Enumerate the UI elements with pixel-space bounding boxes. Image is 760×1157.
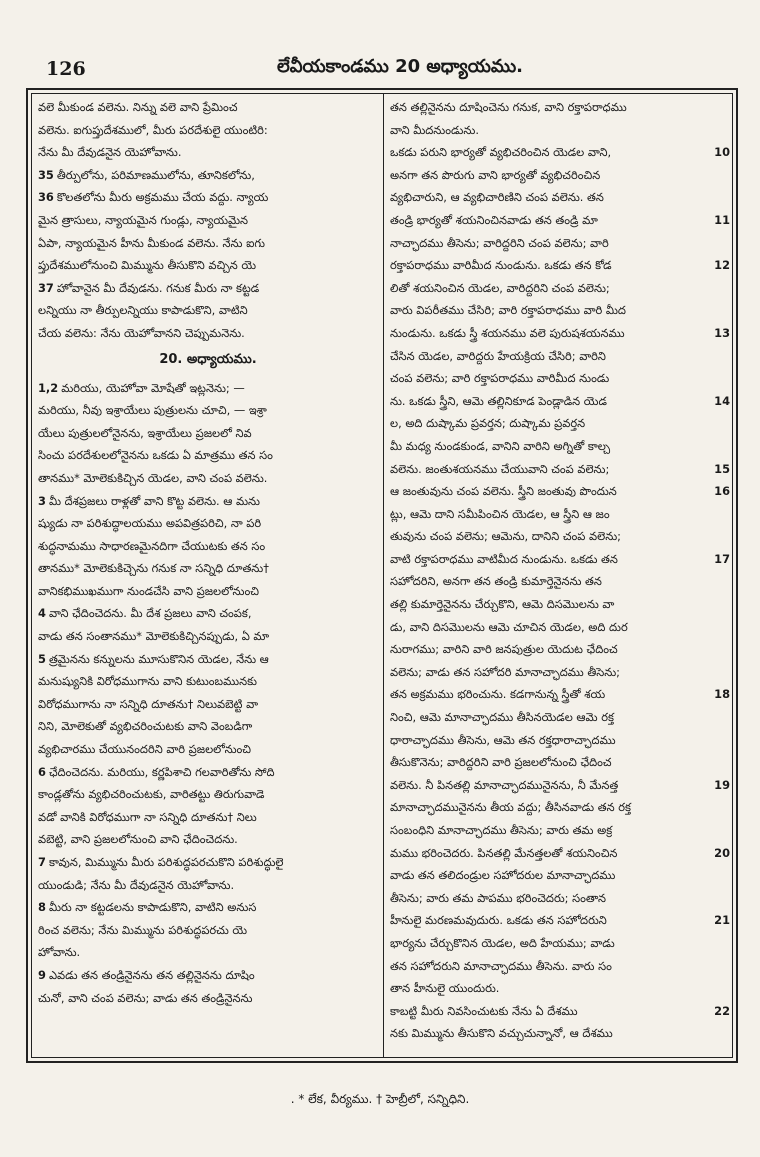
verse-line [38, 738, 378, 761]
verse-line [38, 896, 378, 919]
verse-line [38, 648, 378, 671]
verse-number: 14 [712, 390, 730, 413]
verse-line [390, 1022, 730, 1045]
verse-text: వలె మీకుండ వలెను. నిన్ను వలె వాని ప్రేమించ [38, 100, 238, 114]
verse-text: త్రమైనను కన్నులను మూసుకొనిన యెడల, నేను ఆ [48, 651, 269, 666]
verse-line [38, 119, 378, 142]
verse-text: ప్తుదేశములోనుంచి మిమ్మును తీసుకొని వచ్చిన యె [38, 258, 257, 273]
verse-text: తీసుకొనెను; వారిద్దరిని వారి ప్రజలలోనుంచి ఛేదించ [390, 755, 612, 770]
verse-text: తన అక్రమము భరించును. కడగానున్న స్త్రీతో శయ [390, 687, 606, 702]
verse-line [38, 444, 378, 467]
verse-number: 6 [38, 764, 46, 779]
verse-text: చేయ వలెను: నేను యెహోవానని చెప్పుమనెను. [38, 325, 245, 340]
verse-text: హోవానైన మీ దేవుడను. గనుక మీరు నా కట్టడ [56, 280, 260, 295]
verse-line [38, 399, 378, 422]
verse-text: వాని మీదనుండును. [390, 122, 479, 137]
verse-number: 15 [712, 458, 730, 481]
page-number: 126 [46, 58, 86, 80]
verse-number: 22 [712, 1000, 730, 1023]
verse-number: 21 [712, 909, 730, 932]
verse-text: చునో, వాని చంప వలెను; వాడు తన తండ్రినైనను [38, 990, 253, 1005]
verse-line [38, 377, 378, 400]
verse-text: వలెను. జంతుశయనము చేయువాని చంప వలెను; [390, 461, 610, 476]
verse-line [38, 254, 378, 277]
verse-text: ట్లు, ఆమె దాని సమీపించిన యెడల, ఆ స్త్రీని ఆ జం [390, 506, 610, 521]
verse-text: కొలతలోను మీరు అక్రమము చేయ వద్దు. న్యాయ [56, 190, 269, 205]
verse-text: లన్నియు నా తీర్పులన్నియు కాపాడుకొని, వాటిని [38, 303, 248, 318]
left-column [34, 96, 382, 1055]
verse-text: తన సహోదరుని మానాచ్ఛాదము తీసెను. వారు సం [390, 958, 612, 973]
verse-number: 4 [38, 606, 46, 621]
verse-text: నకు మిమ్మును తీసుకొని వచ్చుచున్నానో, ఆ దేశము [390, 1026, 613, 1041]
verse-text: హోవాను. [38, 945, 81, 960]
verse-line [390, 706, 730, 729]
verse-line [390, 480, 730, 503]
verse-line [390, 503, 730, 526]
verse-text: నాచ్ఛాదము తీసెను; వారిద్దరిని చంప వలెను; వారి [390, 235, 609, 250]
verse-text: వ్యభిచారుని, ఆ వ్యభిచారిణిని చంప వలెను. తన [390, 190, 604, 205]
verse-text: మము భరించెదరు. పినతల్లి మేనత్తలతో శయనించిన [390, 845, 618, 860]
verse-line [38, 512, 378, 535]
verse-text: ధారాచ్ఛాదము తీసెను, ఆమె తన రక్తధారాచ్ఛాదము [390, 732, 616, 747]
verse-line [390, 525, 730, 548]
verse-text: అనగా తన పొరుగు వాని భార్యతో వ్యభిచరించిన [390, 167, 601, 182]
verse-line [38, 557, 378, 580]
verse-line [38, 535, 378, 558]
verse-line [38, 806, 378, 829]
running-title: లేవీయకాండము 20 అధ్యాయము. [276, 56, 524, 77]
verse-text: కావున, మిమ్మును మీరు పరిశుద్ధపరచుకొని పరిశుద్ధులై [48, 855, 284, 869]
verse-line [390, 616, 730, 639]
verse-text: సంబంధిని మానాచ్ఛాదము తీసెను; వారు తమ అక్ర [390, 823, 613, 837]
verse-text: వాడు తన తలిదండ్రుల సహోదరుల మానాచ్ఛాదము [390, 868, 616, 883]
verse-line [38, 851, 378, 874]
verse-text: హీనులై మరణమవుదురు. ఒకడు తన సహోదరుని [390, 913, 607, 928]
verse-line [390, 412, 730, 435]
verse-number: 37 [38, 280, 54, 295]
verse-text: మనుష్యునికి విరోధముగాను వాని కుటుంబమునకు [38, 674, 257, 689]
verse-line [390, 977, 730, 1000]
verse-text: మీ దేశప్రజలు రాళ్లతో వాని కొట్ట వలెను. ఆ మను [48, 493, 260, 508]
verse-text: డు, వాని దిసమొలను ఆమె చూచిన యెడల, అది దుర [390, 619, 628, 634]
verse-text: వలెను; వాడు తన సహోదరి మానాచ్ఛాదము తీసెను; [390, 664, 621, 679]
verse-text: తానము* మోలెకుకిచ్చిన యెడల, వాని చంప వలెను. [38, 470, 268, 485]
verse-line [390, 209, 730, 232]
verse-text: శుద్ధనామము సాధారణమైనదిగా చేయుటకు తన సం [38, 538, 266, 553]
verse-number: 19 [712, 774, 730, 797]
verse-line [390, 254, 730, 277]
verse-line [390, 277, 730, 300]
verse-number: 18 [712, 683, 730, 706]
verse-text: వాని ఛేదించెదను. మీ దేశ ప్రజలు వాని చంపక, [48, 606, 252, 621]
verse-line [390, 570, 730, 593]
verse-text: వానికభిముఖముగా నుండచేసి వాని ప్రజలలోనుంచి [38, 583, 259, 598]
verse-number: 11 [712, 209, 730, 232]
verse-line [390, 1000, 730, 1023]
verse-text: నించి, ఆమె మానాచ్ఛాదము తీసినయెడల ఆమె రక్త [390, 710, 614, 725]
verse-text: తల్లి కుమార్తెనైనను చేర్చుకొని, ఆమె దిసమొలను వా [390, 597, 615, 612]
verse-line [38, 277, 378, 300]
verse-line [390, 638, 730, 661]
verse-line [38, 232, 378, 255]
verse-text: తండ్రి భార్యతో శయనించినవాడు తన తండ్రి మా [390, 212, 598, 227]
verse-line [38, 964, 378, 987]
verse-line [38, 467, 378, 490]
verse-line [390, 96, 730, 119]
verse-text: తువును చంప వలెను; ఆమెను, దానిని చంప వలెను; [390, 529, 621, 544]
verse-text: లితో శయనించిన యెడల, వారిద్దరిని చంప వలెను; [390, 280, 610, 295]
verse-line [38, 209, 378, 232]
verse-text: సహోదరిని, అనగా తన తండ్రి కుమార్తెనైనను తన [390, 574, 602, 589]
verse-text: కాబట్టి మీరు నివసించుటకు నేను ఏ దేశము [390, 1003, 578, 1018]
verse-line [390, 661, 730, 684]
verse-text: వాటి రక్తాపరాధము వాటిమీద నుండును. ఒకడు తన [390, 551, 618, 566]
verse-text: తీర్పులోను, పరిమాణములోను, తూనికలోను, [56, 167, 255, 182]
verse-number: 36 [38, 190, 54, 205]
verse-line [38, 186, 378, 209]
verse-text: మరియు, యెహోవా మోషేతో ఇట్లనెను; — [61, 380, 245, 395]
verse-line [390, 186, 730, 209]
verse-line [38, 164, 378, 187]
verse-text: మరియు, నీవు ఇశ్రాయేలు పుత్రులను చూచి, — ఇశ్రా [38, 403, 267, 418]
verse-text: కాండ్లతోను వ్యభిచరించుటకు, వారితట్టు తిరుగువాడె [38, 787, 265, 802]
verse-line [38, 422, 378, 445]
verse-text: మీరు నా కట్టడలను కాపాడుకొని, వాటిని అనుస [48, 900, 257, 915]
verse-line [38, 141, 378, 164]
verse-line [390, 232, 730, 255]
verse-text: ఆ జంతువును చంప వలెను. స్త్రీని జంతువు పొందున [390, 484, 617, 499]
verse-number: 1,2 [38, 380, 59, 395]
verse-line [38, 96, 378, 119]
verse-line [390, 683, 730, 706]
verse-line [390, 141, 730, 164]
right-column [386, 96, 734, 1055]
verse-text: చేసిన యెడల, వారిద్దరు హేయక్రియ చేసిరి; వారిని [390, 348, 606, 363]
verse-text: ల, అది దుష్కామ ప్రవర్తన; దుష్కామ ప్రవర్తన [390, 416, 586, 431]
verse-text: ఒకడు పరుని భార్యతో వ్యభిచరించిన యెడల వాని, [390, 145, 612, 160]
verse-text: ష్యుడు నా పరిశుద్ధాలయము అపవిత్రపరిచి, నా పరి [38, 516, 262, 531]
verse-line [390, 299, 730, 322]
verse-text: యేలు పుత్రులలోనైనను, ఇశ్రాయేలు ప్రజలలో నివ [38, 425, 252, 440]
verse-line [390, 751, 730, 774]
verse-text: ను. ఒకడు స్త్రీని, ఆమె తల్లినికూడ పెండ్లాడిన యెడ [390, 393, 607, 408]
verse-line [390, 864, 730, 887]
verse-line [38, 874, 378, 897]
verse-number: 16 [712, 480, 730, 503]
verse-text: సించు పరదేశులలోనైనను ఒకడు ఏ మాత్రము తన సం [38, 448, 273, 463]
verse-text: ఛేదించెదను. మరియు, కర్ణపిశాచి గలవారితోను సోది [48, 764, 275, 779]
verse-text: తాన హీనులై యుందురు. [390, 981, 500, 996]
verse-number: 8 [38, 900, 46, 915]
verse-text: నురాగము; వారిని వారి జనపుత్రుల యెదుట ఛేదించ [390, 642, 618, 657]
verse-text: తానము* మోలెకుకిచ్చెను గనుక నా సన్నిధి దూతను† [38, 561, 269, 576]
verse-text: వబెట్టి, వాని ప్రజలలోనుంచి వాని ఛేదించెదను. [38, 832, 238, 847]
verse-line [390, 119, 730, 142]
verse-number: 35 [38, 167, 54, 182]
verse-line [38, 941, 378, 964]
verse-number: 5 [38, 651, 46, 666]
chapter-heading: 20. అధ్యాయము. [159, 351, 257, 367]
verse-line [38, 783, 378, 806]
verse-line [390, 322, 730, 345]
verse-line [38, 625, 378, 648]
column-divider [383, 94, 384, 1057]
verse-text: భార్యను చేర్చుకొనిన యెడల, అది హేయము; వాడు [390, 935, 615, 950]
verse-line [38, 322, 378, 345]
verse-text: నిని, మోలెకుతో వ్యభిచరించుటకు వాని వెంబడిగా [38, 719, 253, 734]
verse-text: రక్తాపరాధము వారిమీద నుండును. ఒకడు తన కోడ [390, 258, 612, 273]
verse-line [390, 932, 730, 955]
verse-line [390, 887, 730, 910]
verse-line [390, 458, 730, 481]
verse-number: 13 [712, 322, 730, 345]
verse-line [390, 548, 730, 571]
verse-line [390, 390, 730, 413]
verse-text: ఏపా, న్యాయమైన హీను మీకుండ వలెను. నేను ఐగు [38, 235, 265, 250]
verse-text: మీ మధ్య నుండకుండ, వానిని వారిని అగ్నితో కాల్చ [390, 438, 611, 453]
verse-line [38, 670, 378, 693]
verse-number: 12 [712, 254, 730, 277]
verse-line [390, 345, 730, 368]
verse-line [38, 490, 378, 513]
verse-line [390, 435, 730, 458]
verse-text: మైన త్రాసులు, న్యాయమైన గుండ్లు, న్యాయమైన [38, 212, 249, 227]
verse-line [390, 367, 730, 390]
verse-line [390, 164, 730, 187]
verse-number: 17 [712, 548, 730, 571]
verse-line [390, 774, 730, 797]
verse-line [390, 842, 730, 865]
verse-line [390, 955, 730, 978]
verse-line [38, 987, 378, 1010]
verse-text: ఎవడు తన తండ్రినైనను తన తల్లినైనను దూషిం [48, 967, 255, 982]
verse-text: నుండును. ఒకడు స్త్రీ శయనము వలె పురుషశయనము [390, 325, 625, 340]
verse-number: 3 [38, 493, 46, 508]
verse-line [390, 729, 730, 752]
verse-text: యుండుడి; నేను మీ దేవుడనైన యెహోవాను. [38, 877, 235, 892]
verse-text: వ్యభిచారము చేయునందరిని వారి ప్రజలలోనుంచి [38, 742, 252, 757]
verse-number: 20 [712, 842, 730, 865]
verse-line [38, 715, 378, 738]
verse-text: వలెను. నీ పినతల్లి మానాచ్ఛాదమునైనను, నీ మేనత్త [390, 777, 619, 792]
verse-text: వలెను. ఐగుప్తుదేశములో, మీరు పరదేశులై యుంటిరి: [38, 122, 268, 137]
verse-text: విరోధముగాను నా సన్నిధి దూతను† నిలువబెట్టి వా [38, 696, 259, 711]
verse-text: వాడు తన సంతానము* మోలెకుకిచ్చినప్పుడు, ఏ మా [38, 629, 270, 644]
verse-text: రించ వలెను; నేను మిమ్మును పరిశుద్ధపరచు యె [38, 922, 248, 937]
verse-text: వారు విపరీతము చేసిరి; వారి రక్తాపరాధము వారి మీద [390, 303, 626, 318]
verse-line [38, 693, 378, 716]
verse-line [38, 761, 378, 784]
verse-text: చంప వలెను; వారి రక్తాపరాధము వారిమీద నుండు [390, 371, 610, 386]
verse-line [38, 580, 378, 603]
verse-line [390, 796, 730, 819]
verse-line [390, 909, 730, 932]
verse-text: మానాచ్ఛాదమునైనను తీయ వద్దు; తీసినవాడు తన రక్త [390, 800, 631, 815]
verse-line [38, 919, 378, 942]
text-frame [26, 88, 738, 1063]
verse-text: నేను మీ దేవుడనైన యెహోవాను. [38, 145, 182, 160]
verse-text: తీసెను; వారు తమ పాపము భరించెదరు; సంతాన [390, 890, 606, 905]
verse-line [390, 819, 730, 842]
verse-line [38, 828, 378, 851]
verse-line [38, 602, 378, 625]
verse-line [38, 299, 378, 322]
footnote: . * లేక, వీర్యము. † హెబ్రీలో, సన్నిధిని. [290, 1092, 470, 1106]
verse-number: 10 [712, 141, 730, 164]
verse-text: వడో వానికి విరోధముగా నా సన్నిధి దూతను† నిలు [38, 809, 257, 824]
verse-number: 7 [38, 855, 46, 869]
verse-number: 9 [38, 967, 46, 982]
verse-line [390, 593, 730, 616]
verse-text: తన తల్లినైనను దూషించెను గనుక, వాని రక్తాపరాధము [390, 100, 627, 114]
